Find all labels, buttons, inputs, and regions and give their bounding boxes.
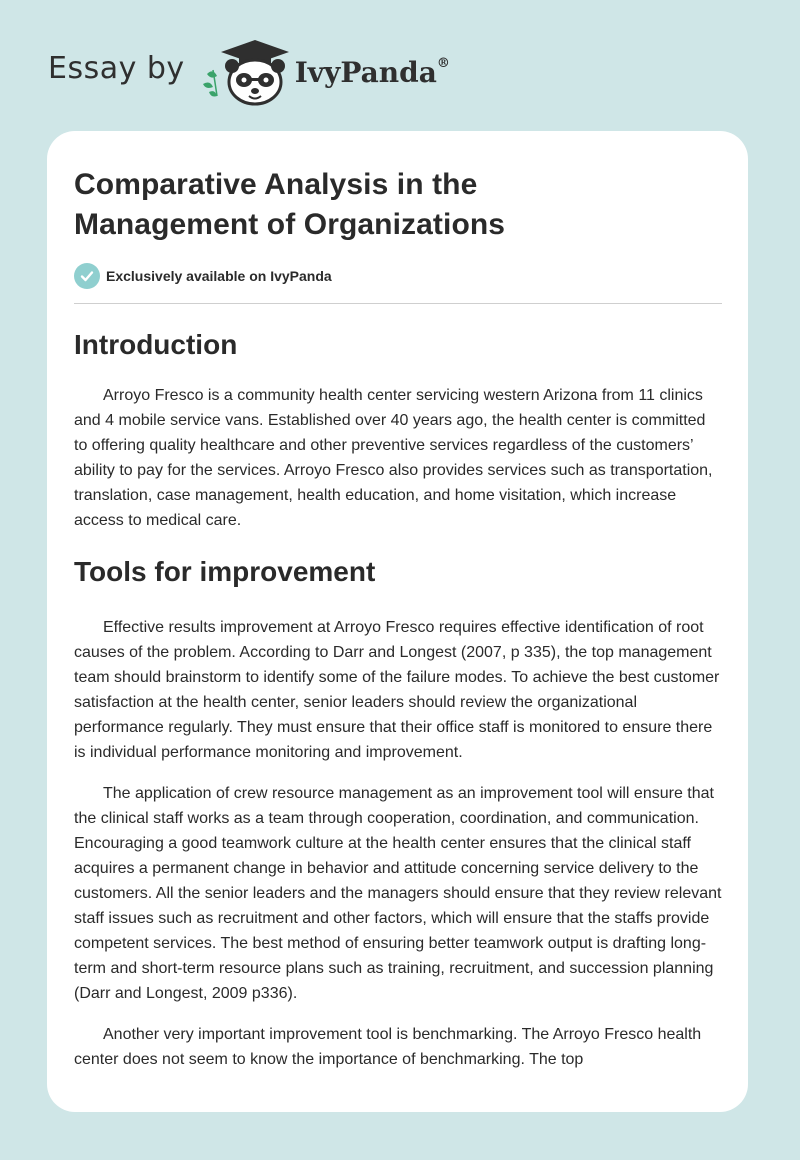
- registered-mark: ®: [436, 56, 450, 72]
- essay-content: [74, 165, 722, 1072]
- paragraph: Effective results improvement at Arroyo Fresco requires effective identification of root causes of the problem. According to Darr and Longest (2007, p 335), the top management team should brainstorm to identify some of the failure modes. To achieve the best customer satisfaction at the health center, senior leaders should review the organizational performance regularly. They must ensure that their office staff is monitored to ensure there is individual performance monitoring and improvement.: [74, 619, 720, 761]
- essay-card: [47, 131, 748, 1112]
- exclusive-badge: [74, 263, 722, 289]
- brand-prefix: Essay by: [48, 50, 185, 86]
- brand-header[interactable]: [48, 36, 450, 108]
- title-line-2: Management of Organizations: [74, 208, 506, 241]
- exclusive-badge-text: Exclusively available on IvyPanda: [106, 268, 332, 284]
- paragraph: The application of crew resource management as an improvement tool will ensure that the clinical staff works as a team through cooperation, coordination, and communication. Encouraging a good teamwork culture at the health center ensures that the clinical staff acquires a permanent change in behavior and attitude concerning service delivery to the customers. All the senior leaders and the managers should ensure that they review relevant staff issues such as recruitment and other factors, which will ensure that the staffs provide competent services. The best method of ensuring better teamwork output is drafting long-term and short-term resource plans such as training, recruitment, and succession planning (Darr and Longest, 2009 p336).: [74, 785, 722, 1002]
- title-line-1: Comparative Analysis in the: [74, 168, 478, 201]
- section-heading-introduction: Introduction: [74, 329, 238, 360]
- page-title: [74, 165, 722, 245]
- check-icon: [74, 263, 100, 289]
- paragraph: Another very important improvement tool is benchmarking. The Arroyo Fresco health center does not seem to know the importance of benchmarking. The top: [74, 1026, 702, 1068]
- panda-logo-icon: [199, 36, 291, 108]
- section-heading-tools-for-improvement: Tools for improvement: [74, 556, 376, 587]
- brand-name-text: IvyPanda: [294, 55, 437, 89]
- brand-name: [295, 56, 450, 89]
- paragraph: Arroyo Fresco is a community health center servicing western Arizona from 11 clinics and 4 mobile service vans. Established over 40 years ago, the health center is committed to offering quality healthcare and other preventive services regardless of the customers’ ability to pay for the services. Arroyo Fresco also provides services such as transportation, translation, case management, health education, and home visitation, which increase access to medical care.: [74, 387, 713, 529]
- divider: [74, 303, 722, 304]
